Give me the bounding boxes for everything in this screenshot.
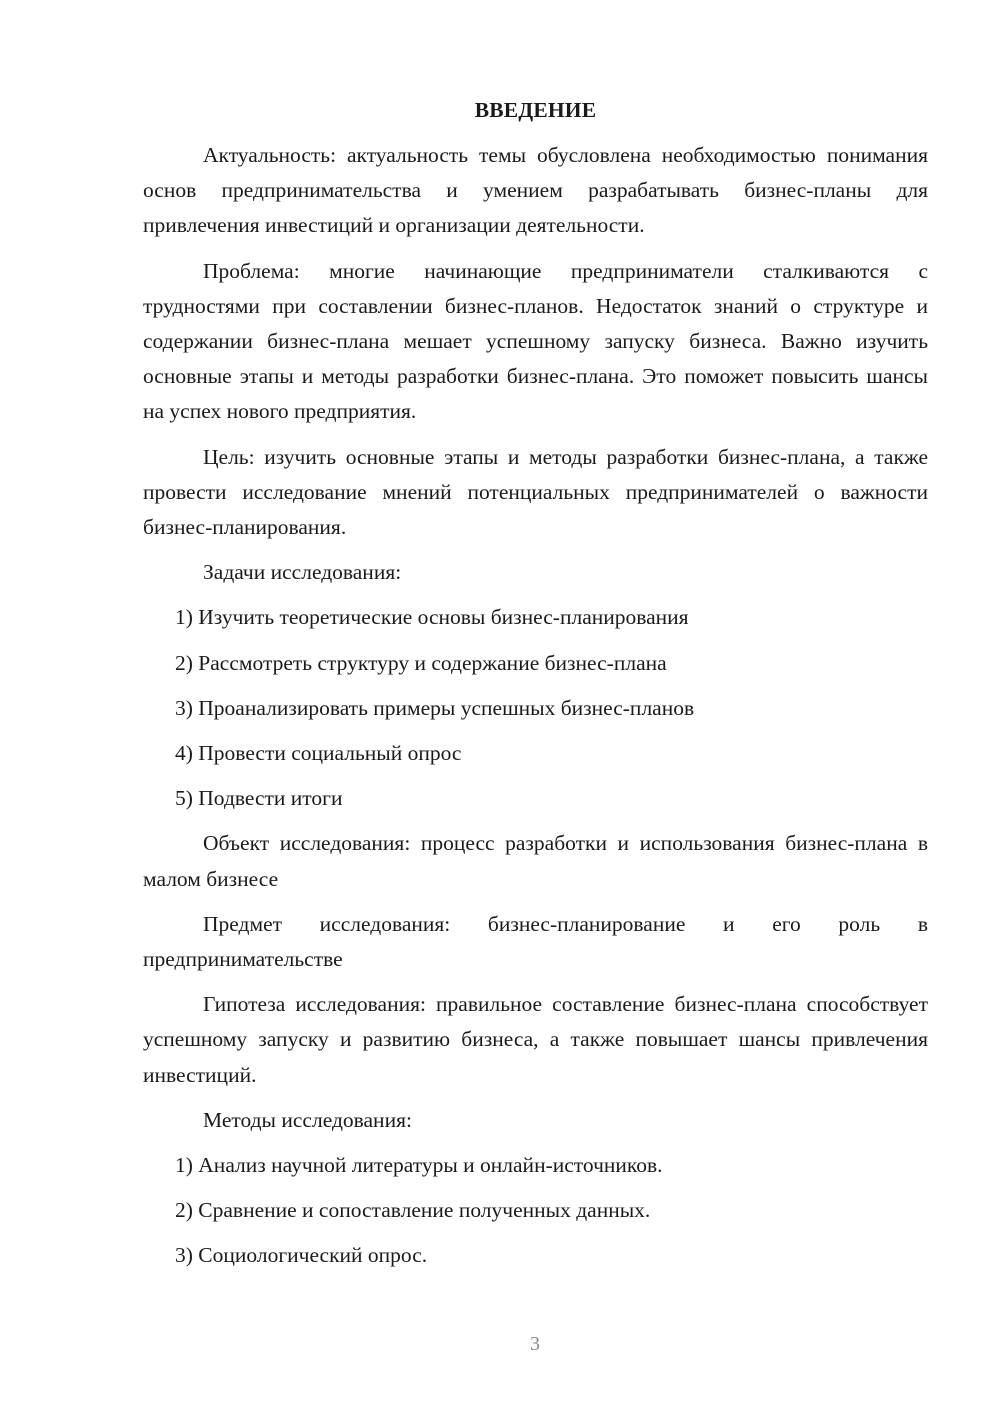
paragraph-hypothesis: Гипотеза исследования: правильное составление бизнес-плана способствует успешному запуску и развитию бизнеса, а также повышает шансы привлечения инвестиций.: [143, 992, 928, 1087]
paragraph-goal: Цель: изучить основные этапы и методы разработки бизнес-плана, а также провести исследование мнений потенциальных предпринимателей о важности бизнес-планирования.: [143, 444, 928, 540]
document-page: [143, 92, 928, 1284]
page-number: 3: [530, 1333, 540, 1355]
paragraph-object: Объект исследования: процесс разработки и использования бизнес-плана в малом бизнесе: [143, 831, 928, 891]
task-item: 1) Изучить теоретические основы бизнес-планирования: [175, 605, 689, 630]
method-item: 3) Социологический опрос.: [175, 1243, 428, 1268]
task-item: 5) Подвести итоги: [175, 786, 343, 811]
methods-title: Методы исследования:: [203, 1107, 412, 1132]
paragraph-relevance: Актуальность: актуальность темы обусловлена необходимостью понимания основ предпринимательства и умением разрабатывать бизнес-планы для привлечения инвестиций и организации деятельности.: [143, 143, 928, 238]
method-item: 2) Сравнение и сопоставление полученных данных.: [175, 1198, 651, 1223]
task-item: 3) Проанализировать примеры успешных бизнес-планов: [175, 695, 695, 720]
tasks-title: Задачи исследования:: [203, 560, 402, 585]
task-item: 2) Рассмотреть структуру и содержание бизнес-плана: [175, 650, 667, 675]
paragraph-problem: Проблема: многие начинающие предприниматели сталкиваются с трудностями при составлении бизнес-планов. Недостаток знаний о структуре и содержании бизнес-плана мешает успешному запуску бизнеса. Важно изучить основные этапы и методы разработки бизнес-плана. Это поможет повысить шансы на успех нового предприятия.: [143, 258, 928, 424]
method-item: 1) Анализ научной литературы и онлайн-источников.: [175, 1153, 663, 1178]
task-item: 4) Провести социальный опрос: [175, 741, 462, 766]
section-heading: ВВЕДЕНИЕ: [474, 98, 597, 122]
paragraph-subject: Предмет исследования: бизнес-планирование и его роль в предпринимательстве: [143, 911, 928, 972]
